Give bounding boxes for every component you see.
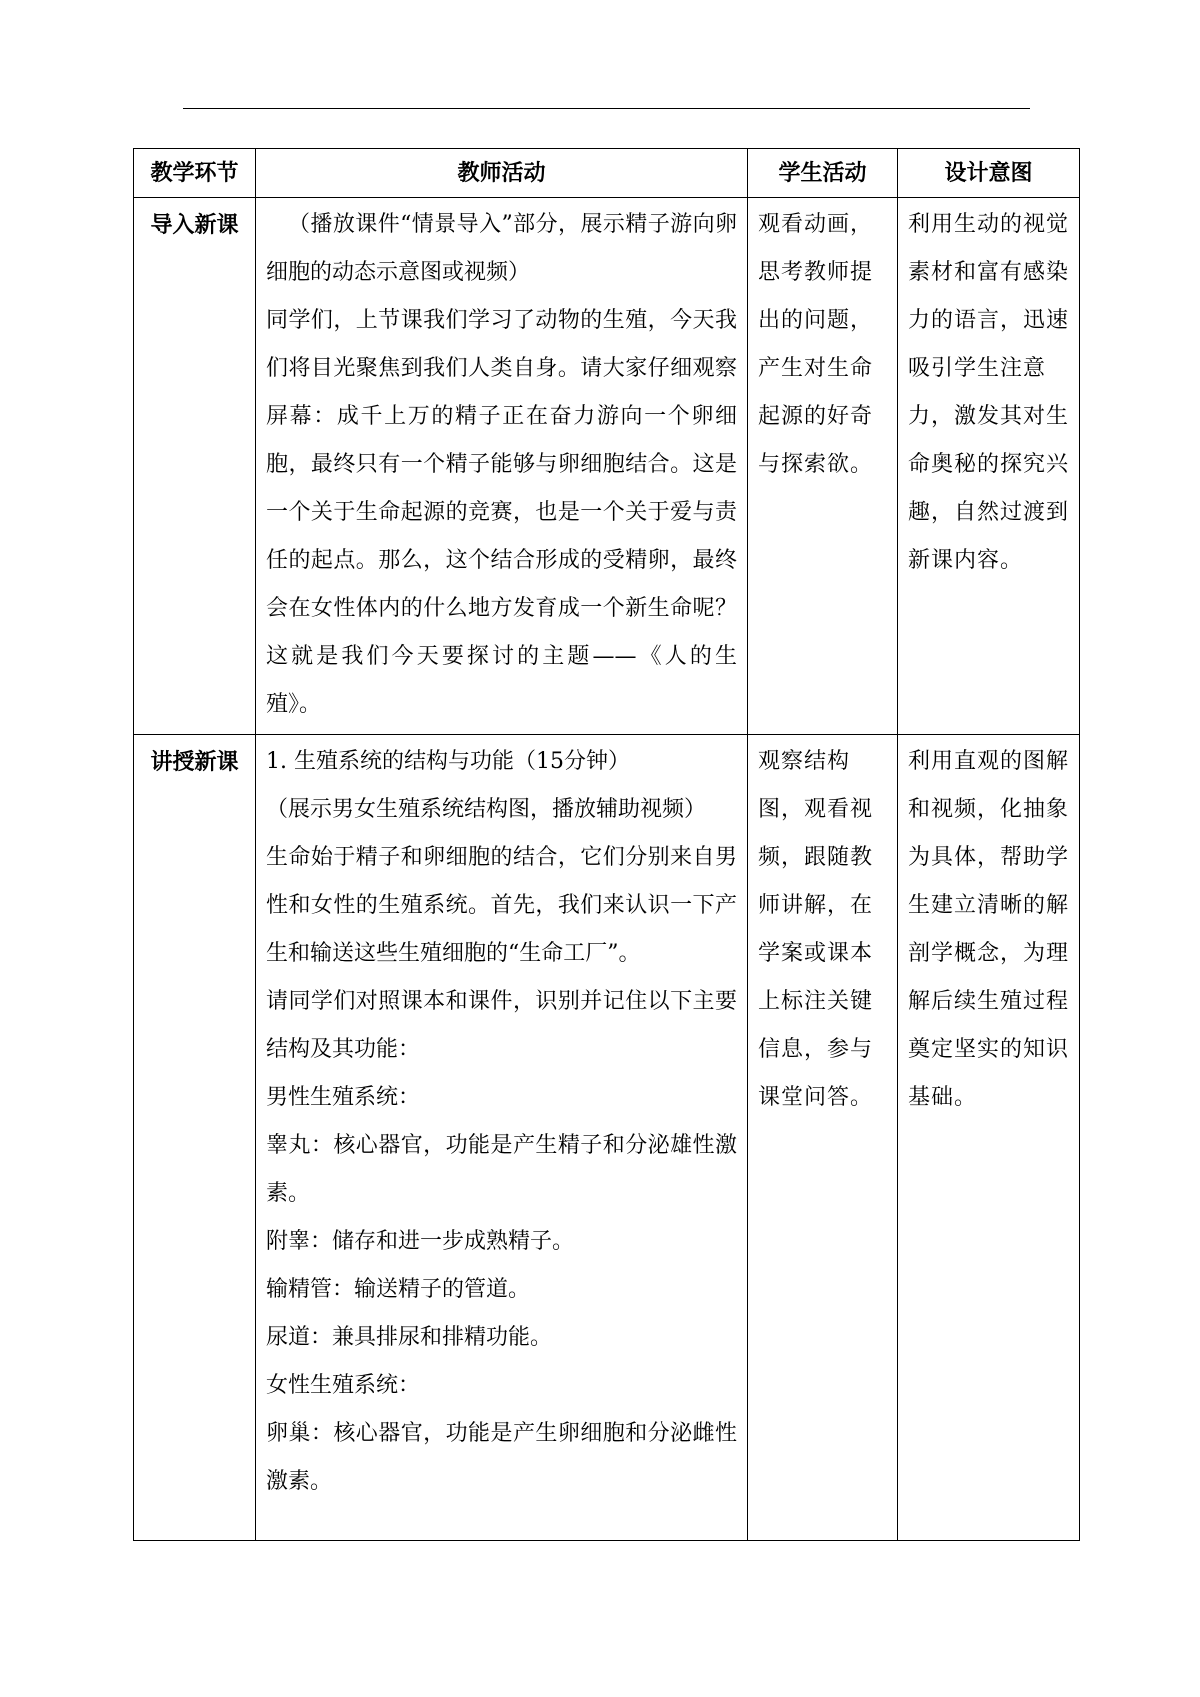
stage-cell: 讲授新课 (134, 735, 256, 1541)
table-header-row (134, 149, 1080, 198)
teacher-paragraph: 女性生殖系统： (266, 1373, 421, 1398)
teacher-paragraph: 生命始于精子和卵细胞的结合，它们分别来自男性和女性的生殖系统。首先，我们来认识一下产生和输送这些生殖细胞的“生命工厂”。 (266, 845, 737, 966)
lesson-plan-table (133, 148, 1080, 1541)
stage-cell: 导入新课 (134, 198, 256, 735)
student-activity-cell: 观察结构图，观看视频，跟随教师讲解，在学案或课本上标注关键信息，参与课堂问答。 (748, 735, 898, 1541)
teacher-paragraph: 尿道：兼具排尿和排精功能。 (266, 1325, 553, 1350)
header-teacher-activity: 教师活动 (256, 149, 748, 198)
teacher-paragraph: 输精管：输送精子的管道。 (266, 1277, 531, 1302)
teacher-paragraph: 1. 生殖系统的结构与功能（15分钟） (266, 749, 630, 774)
teacher-paragraph: 睾丸：核心器官，功能是产生精子和分泌雄性激素。 (266, 1133, 737, 1206)
header-stage: 教学环节 (134, 149, 256, 198)
teacher-paragraph: 附睾：储存和进一步成熟精子。 (266, 1229, 575, 1254)
header-student-activity: 学生活动 (748, 149, 898, 198)
teacher-activity-cell (256, 198, 748, 735)
header-rule (183, 108, 1030, 109)
header-design-intent: 设计意图 (898, 149, 1080, 198)
teacher-paragraph: 卵巢：核心器官，功能是产生卵细胞和分泌雌性激素。 (266, 1421, 737, 1494)
teacher-activity-cell (256, 735, 748, 1541)
table-row (134, 198, 1080, 735)
teacher-paragraph: （展示男女生殖系统结构图，播放辅助视频） (266, 797, 707, 822)
teacher-paragraph: 同学们，上节课我们学习了动物的生殖，今天我们将目光聚焦到我们人类自身。请大家仔细观察屏幕：成千上万的精子正在奋力游向一个卵细胞，最终只有一个精子能够与卵细胞结合。这是一个关于生命起源的竞赛，也是一个关于爱与责任的起点。那么，这个结合形成的受精卵，最终会在女性体内的什么地方发育成一个新生命呢？这就是我们今天要探讨的主题——《人的生殖》。 (266, 308, 737, 717)
design-intent-cell: 利用直观的图解和视频，化抽象为具体，帮助学生建立清晰的解剖学概念，为理解后续生殖过程奠定坚实的知识基础。 (898, 735, 1080, 1541)
teacher-paragraph: 男性生殖系统： (266, 1085, 421, 1110)
teacher-paragraph: （播放课件“情景导入”部分，展示精子游向卵细胞的动态示意图或视频） (266, 212, 737, 285)
design-intent-cell: 利用生动的视觉素材和富有感染力的语言，迅速吸引学生注意力，激发其对生命奥秘的探究兴趣，自然过渡到新课内容。 (898, 198, 1080, 735)
table-row (134, 735, 1080, 1541)
student-activity-cell: 观看动画，思考教师提出的问题，产生对生命起源的好奇与探索欲。 (748, 198, 898, 735)
teacher-paragraph: 请同学们对照课本和课件，识别并记住以下主要结构及其功能： (266, 989, 737, 1062)
